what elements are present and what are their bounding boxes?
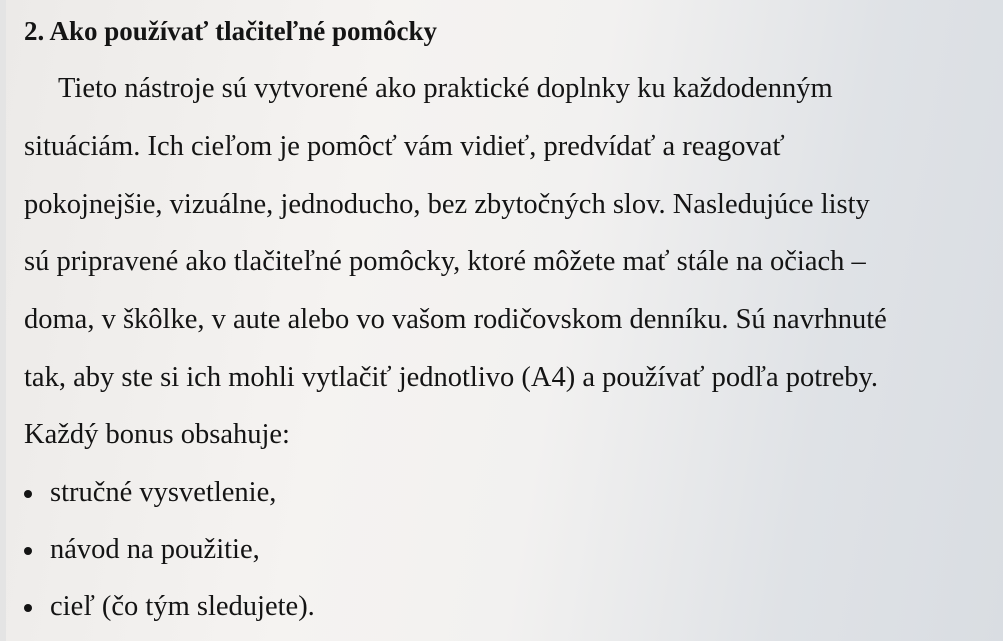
paragraph-line: Každý bonus obsahuje: (24, 419, 290, 450)
bullet-icon (24, 604, 32, 612)
page-edge (0, 0, 6, 641)
paragraph-line: pokojnejšie, vizuálne, jednoducho, bez zbytočných slov. Nasledujúce listy (24, 189, 870, 220)
bullet-item (50, 533, 260, 567)
bullet-icon (24, 547, 32, 555)
bullet-text: stručné vysvetlenie, (50, 477, 277, 508)
section-heading: 2. Ako používať tlačiteľné pomôcky (24, 16, 437, 46)
paragraph-line: Tieto nástroje sú vytvorené ako praktické doplnky ku každodenným (58, 73, 833, 104)
paragraph-line: tak, aby ste si ich mohli vytlačiť jednotlivo (A4) a používať podľa potreby. (24, 362, 879, 393)
bullet-item (50, 590, 315, 624)
paragraph-line: doma, v škôlke, v aute alebo vo vašom rodičovskom denníku. Sú navrhnuté (24, 304, 887, 335)
paragraph-line: sú pripravené ako tlačiteľné pomôcky, ktoré môžete mať stále na očiach – (24, 246, 866, 277)
bullet-text: návod na použitie, (50, 534, 260, 565)
bullet-icon (24, 490, 32, 498)
bullet-item (50, 476, 276, 510)
bullet-text: cieľ (čo tým sledujete). (50, 591, 315, 622)
paragraph-line: situáciám. Ich cieľom je pomôcť vám vidieť, predvídať a reagovať (24, 131, 785, 162)
